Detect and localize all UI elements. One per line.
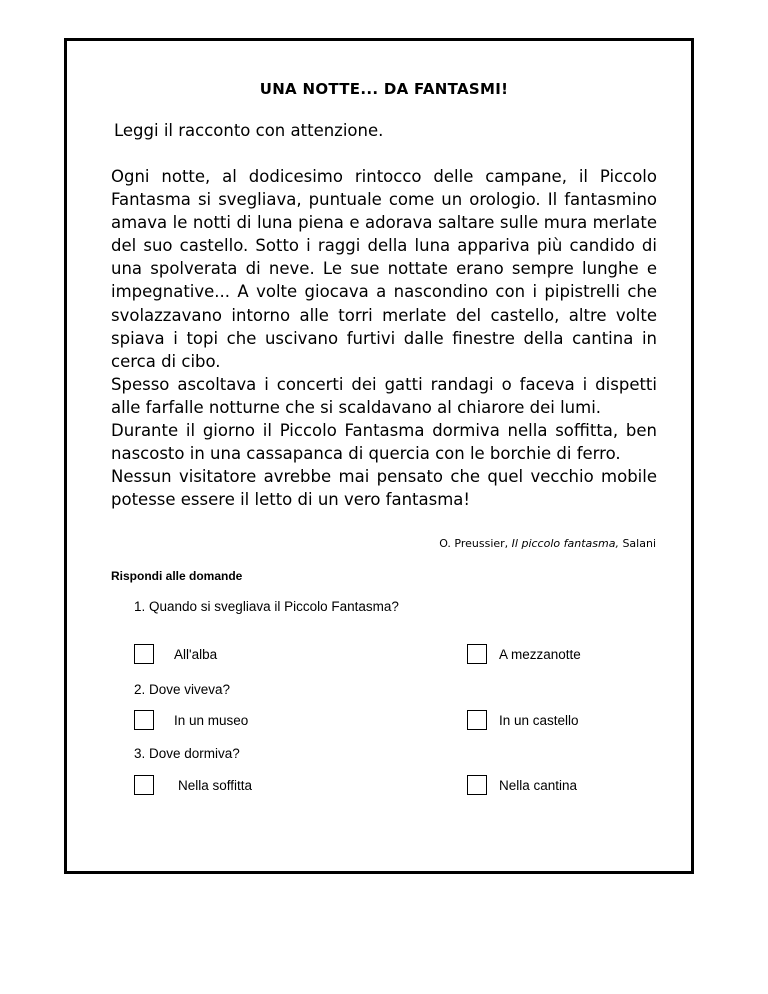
option-label: In un museo — [174, 712, 249, 728]
option-label: All'alba — [174, 646, 218, 662]
story-text — [111, 165, 657, 511]
checkbox[interactable] — [134, 644, 154, 664]
citation-author: O. Preussier, — [439, 537, 512, 550]
worksheet-title: UNA NOTTE... DA FANTASMI! — [259, 80, 509, 98]
option-q2-b[interactable] — [467, 710, 579, 730]
option-q1-b[interactable] — [467, 644, 581, 664]
option-label: A mezzanotte — [499, 646, 581, 662]
question-1: 1. Quando si svegliava il Piccolo Fantasma? — [134, 599, 399, 614]
checkbox[interactable] — [467, 710, 487, 730]
citation-publisher: Salani — [618, 537, 656, 550]
answer-section-header: Rispondi alle domande — [111, 569, 243, 583]
citation-book: Il piccolo fantasma, — [511, 537, 619, 550]
story-paragraph: Nessun visitatore avrebbe mai pensato che quel vecchio mobile potesse essere il letto di un vero fantasma! — [111, 467, 657, 510]
story-paragraph: Spesso ascoltava i concerti dei gatti randagi o faceva i dispetti alle farfalle notturne che si scaldavano al chiarore dei lumi. — [111, 374, 657, 417]
question-3: 3. Dove dormiva? — [134, 746, 240, 761]
checkbox[interactable] — [134, 710, 154, 730]
checkbox[interactable] — [467, 644, 487, 664]
option-label: In un castello — [499, 712, 579, 728]
option-q2-a[interactable] — [134, 710, 248, 730]
option-q3-a[interactable] — [134, 775, 252, 795]
option-q3-b[interactable] — [467, 775, 577, 795]
checkbox[interactable] — [467, 775, 487, 795]
option-q1-a[interactable] — [134, 644, 217, 664]
checkbox[interactable] — [134, 775, 154, 795]
reading-instruction: Leggi il racconto con attenzione. — [114, 121, 384, 140]
option-label: Nella cantina — [499, 777, 578, 793]
story-paragraph: Durante il giorno il Piccolo Fantasma dormiva nella soffitta, ben nascosto in una cassapanca di quercia con le borchie di ferro. — [111, 421, 657, 464]
question-2: 2. Dove viveva? — [134, 682, 231, 697]
source-citation — [439, 537, 656, 550]
story-paragraph: Ogni notte, al dodicesimo rintocco delle campane, il Piccolo Fantasma si svegliava, puntuale come un orologio. Il fantasmino amava le notti di luna piena e adorava saltare sulle mura merlate del suo castello. Sotto i raggi della luna appariva più candido di una spolverata di neve. Le sue nottate erano sempre lunghe e impegnative... A volte giocava a nascondino con i pipistrelli che svolazzavano intorno alle torri merlate del castello, altre volte spiava i topi che uscivano furtivi dalle finestre della cantina in cerca di cibo. — [111, 167, 657, 371]
option-label: Nella soffitta — [178, 777, 253, 793]
